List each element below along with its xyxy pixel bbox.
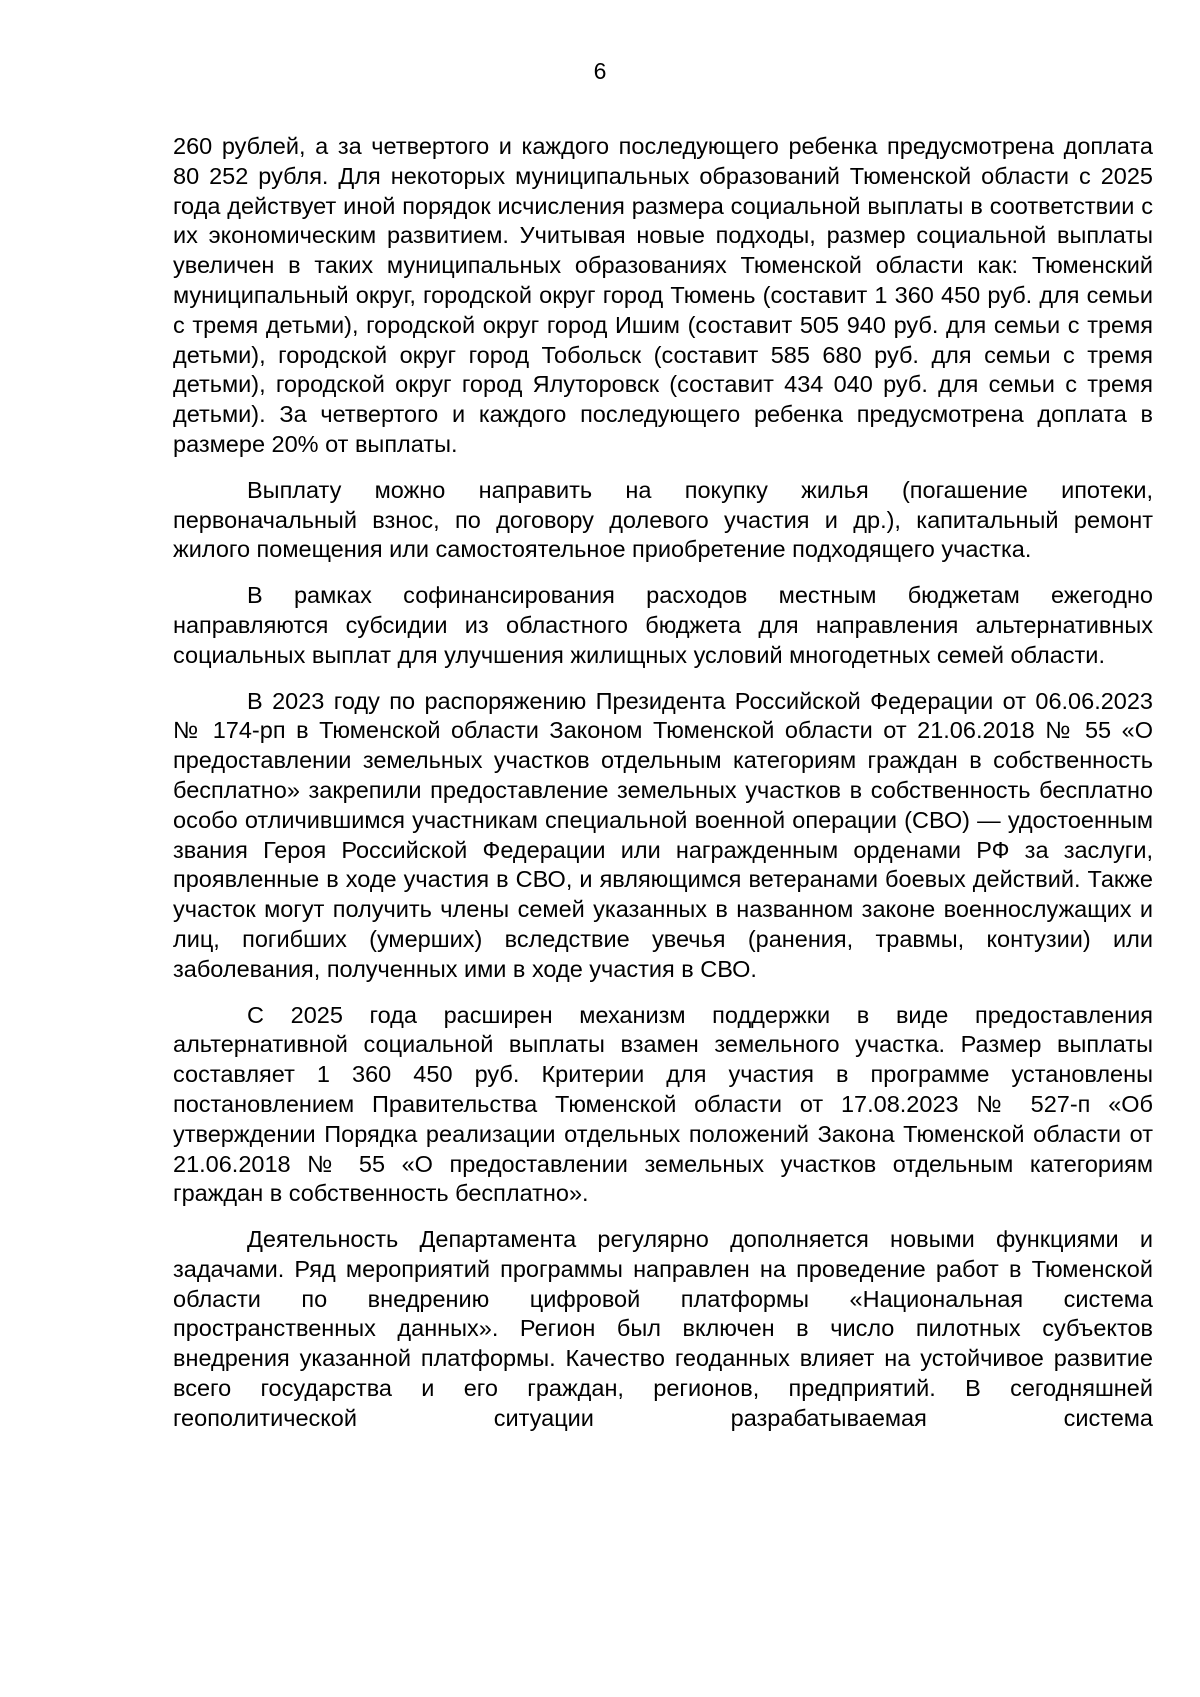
document-body bbox=[173, 132, 1153, 1434]
page-number: 6 bbox=[593, 58, 607, 84]
paragraph-land-plots-svo: В 2023 году по распоряжению Президента Российской Федерации от 06.06.2023 № 174-рп в Тюменской области Законом Тюменской области от 21.06.2018 № 55 «О предоставлении земельных участков отдельным категориям граждан в собственность бесплатно» закрепили предоставление земельных участков в собственность бесплатно особо отличившимся участникам специальной военной операции (СВО) — удостоенным звания Героя Российской Федерации или награжденным орденами РФ за заслуги, проявленные в ходе участия в СВО, и являющимся ветеранами боевых действий. Также участок могут получить члены семей указанных в названном законе военнослужащих и лиц, погибших (умерших) вследствие увечья (ранения, травмы, контузии) или заболевания, полученных ими в ходе участия в СВО. bbox=[173, 687, 1153, 982]
paragraph-department-activities: Деятельность Департамента регулярно дополняется новыми функциями и задачами. Ряд мероприятий программы направлен на проведение работ в Тюменской области по внедрению цифровой платформы «Национальная система пространственных данных». Регион был включен в число пилотных субъектов внедрения указанной платформы. Качество геоданных влияет на устойчивое развитие всего государства и его граждан, регионов, предприятий. В сегодняшней геополитической ситуации разрабатываемая система bbox=[173, 1226, 1153, 1431]
paragraph-alternative-payment: С 2025 года расширен механизм поддержки в виде предоставления альтернативной социальной выплаты взамен земельного участка. Размер выплаты составляет 1 360 450 руб. Критерии для участия в программе установлены постановлением Правительства Тюменской области от 17.08.2023 № 527-п «Об утверждении Порядка реализации отдельных положений Закона Тюменской области от 21.06.2018 № 55 «О предоставлении земельных участков отдельным категориям граждан в собственность бесплатно». bbox=[173, 1001, 1153, 1207]
paragraph-payment-usage: Выплату можно направить на покупку жилья (погашение ипотеки, первоначальный взнос, по договору долевого участия и др.), капитальный ремонт жилого помещения или самостоятельное приобретение подходящего участка. bbox=[173, 476, 1153, 563]
paragraph-cofinancing: В рамках софинансирования расходов местным бюджетам ежегодно направляются субсидии из областного бюджета для направления альтернативных социальных выплат для улучшения жилищных условий многодетных семей области. bbox=[173, 582, 1153, 668]
paragraph-social-payment-amounts: 260 рублей, а за четвертого и каждого последующего ребенка предусмотрена доплата 80 252 рубля. Для некоторых муниципальных образований Тюменской области с 2025 года действует иной порядок исчисления размера социальной выплаты в соответствии с их экономическим развитием. Учитывая новые подходы, размер социальной выплаты увеличен в таких муниципальных образованиях Тюменской области как: Тюменский муниципальный округ, городской округ город Тюмень (составит 1 360 450 руб. для семьи с тремя детьми), городской округ город Ишим (составит 505 940 руб. для семьи с тремя детьми), городской округ город Тобольск (составит 585 680 руб. для семьи с тремя детьми), городской округ город Ялуторовск (составит 434 040 руб. для семьи с тремя детьми). За четвертого и каждого последующего ребенка предусмотрена доплата в размере 20% от выплаты. bbox=[173, 133, 1153, 457]
